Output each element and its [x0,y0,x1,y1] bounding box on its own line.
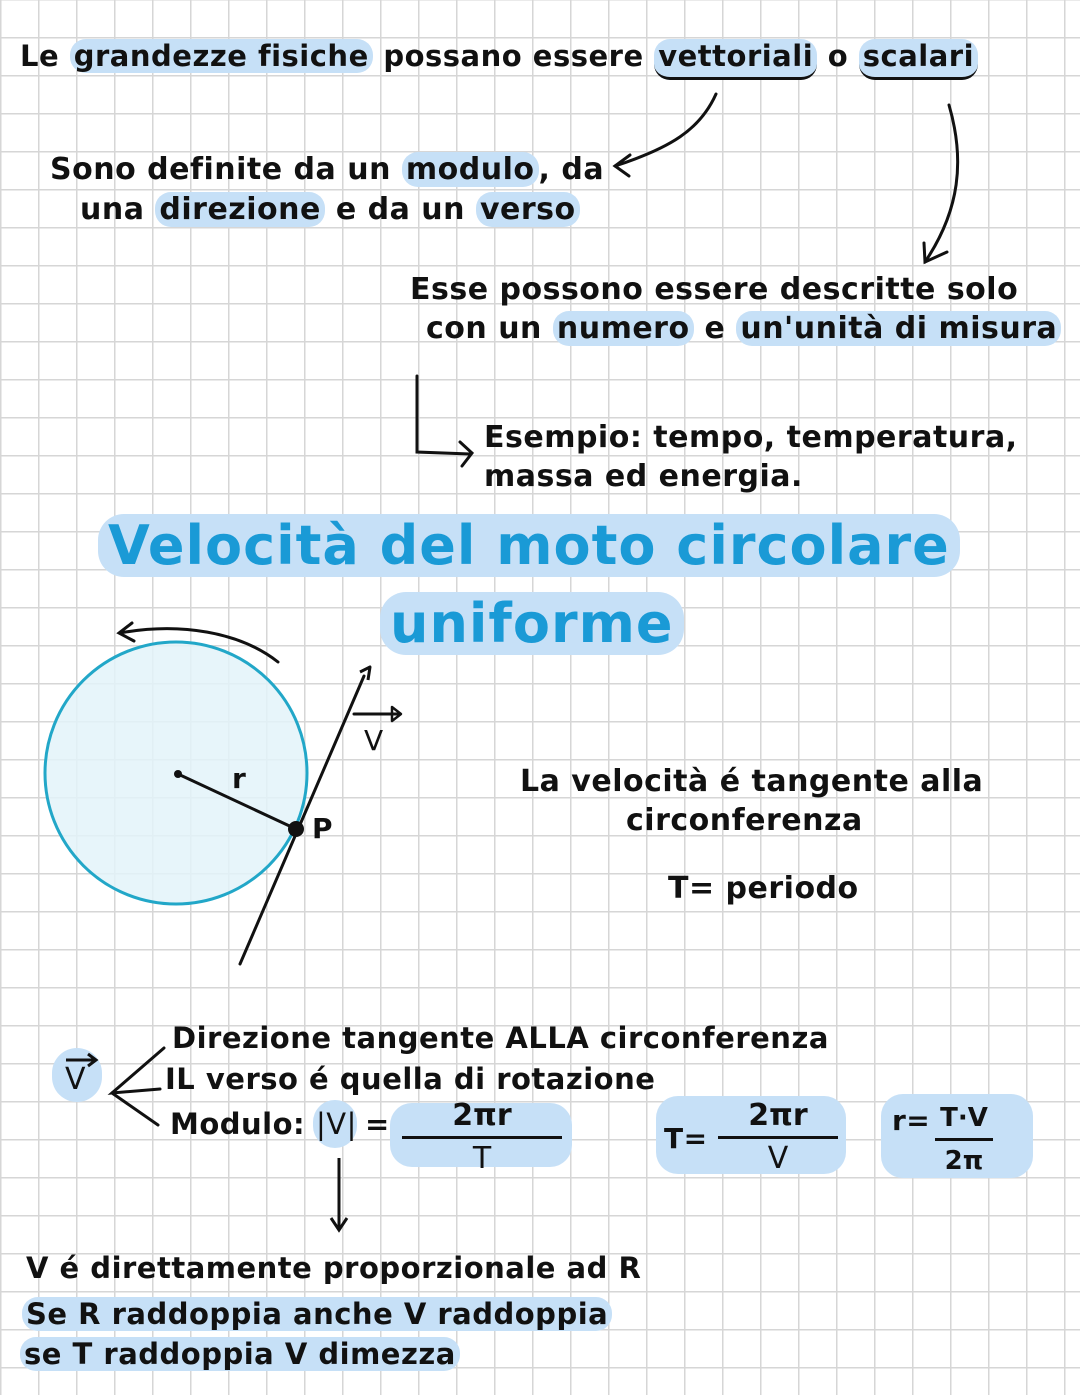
radius-label: r [232,762,247,795]
text: Sono definite da un [50,152,402,187]
numerator: 2πr [748,1098,808,1133]
heading-prefix: Le [20,39,70,73]
formula-velocity [402,1098,562,1177]
tangent-note-line1: La velocità é tangente alla [520,764,984,799]
highlight-text: Se R raddoppia anche V raddoppia [22,1297,612,1331]
text: con un [426,311,553,346]
fraction-bar [718,1136,838,1139]
vector-symbol: V [65,1062,87,1097]
vector-word: vettoriali [654,39,817,80]
formula-period-lhs: T= [664,1122,708,1155]
highlight-verso: verso [476,192,580,227]
title-text: uniforme [380,592,684,655]
conclusion-proportional: V é direttamente proporzionale ad R [26,1251,642,1285]
heading-middle: possano essere [372,39,655,73]
denominator: T [472,1141,492,1176]
velocity-label: V [364,724,384,757]
highlight-modulo: modulo [402,152,539,187]
text: e da un [324,192,476,227]
numerator: T·V [940,1103,988,1133]
example-line1: Esempio: tempo, temperatura, [484,420,1018,455]
text: e [693,311,737,346]
denominator: V [767,1141,789,1176]
formula-radius-lhs: r= [892,1104,931,1137]
tangent-note-line2: circonferenza [626,803,863,838]
highlight-grandezze-fisiche: grandezze fisiche [70,39,373,73]
formula-period [718,1098,838,1177]
point-label: P [312,812,334,845]
denominator: 2π [944,1146,984,1176]
modulus-symbol: |V| [316,1107,357,1141]
numerator: 2πr [452,1098,512,1133]
title-text: Velocità del moto circolare [98,514,960,577]
fraction-bar [935,1138,993,1141]
text: una [80,192,156,227]
example-line2: massa ed energia. [484,459,803,494]
heading-connector: o [817,39,859,73]
equals-sign: = [365,1107,390,1141]
conclusion-r-doubles [22,1294,612,1334]
property-verse: IL verso é quella di rotazione [165,1062,656,1096]
scalar-definition-line1: Esse possono essere descritte solo [410,272,1019,307]
conclusion-t-doubles [20,1334,460,1374]
highlight-unita-di-misura: un'unità di misura [736,311,1061,346]
fraction-bar [402,1136,562,1139]
period-note: T= periodo [668,871,859,906]
highlight-text: se T raddoppia V dimezza [20,1337,460,1371]
scalar-word: scalari [859,39,978,80]
formula-radius [935,1100,993,1179]
text: , da [538,152,605,187]
property-direction: Direzione tangente ALLA circonferenza [172,1021,829,1055]
highlight-numero: numero [553,311,694,346]
highlight-direzione: direzione [155,192,324,227]
property-modulus-label: Modulo: [170,1107,306,1141]
